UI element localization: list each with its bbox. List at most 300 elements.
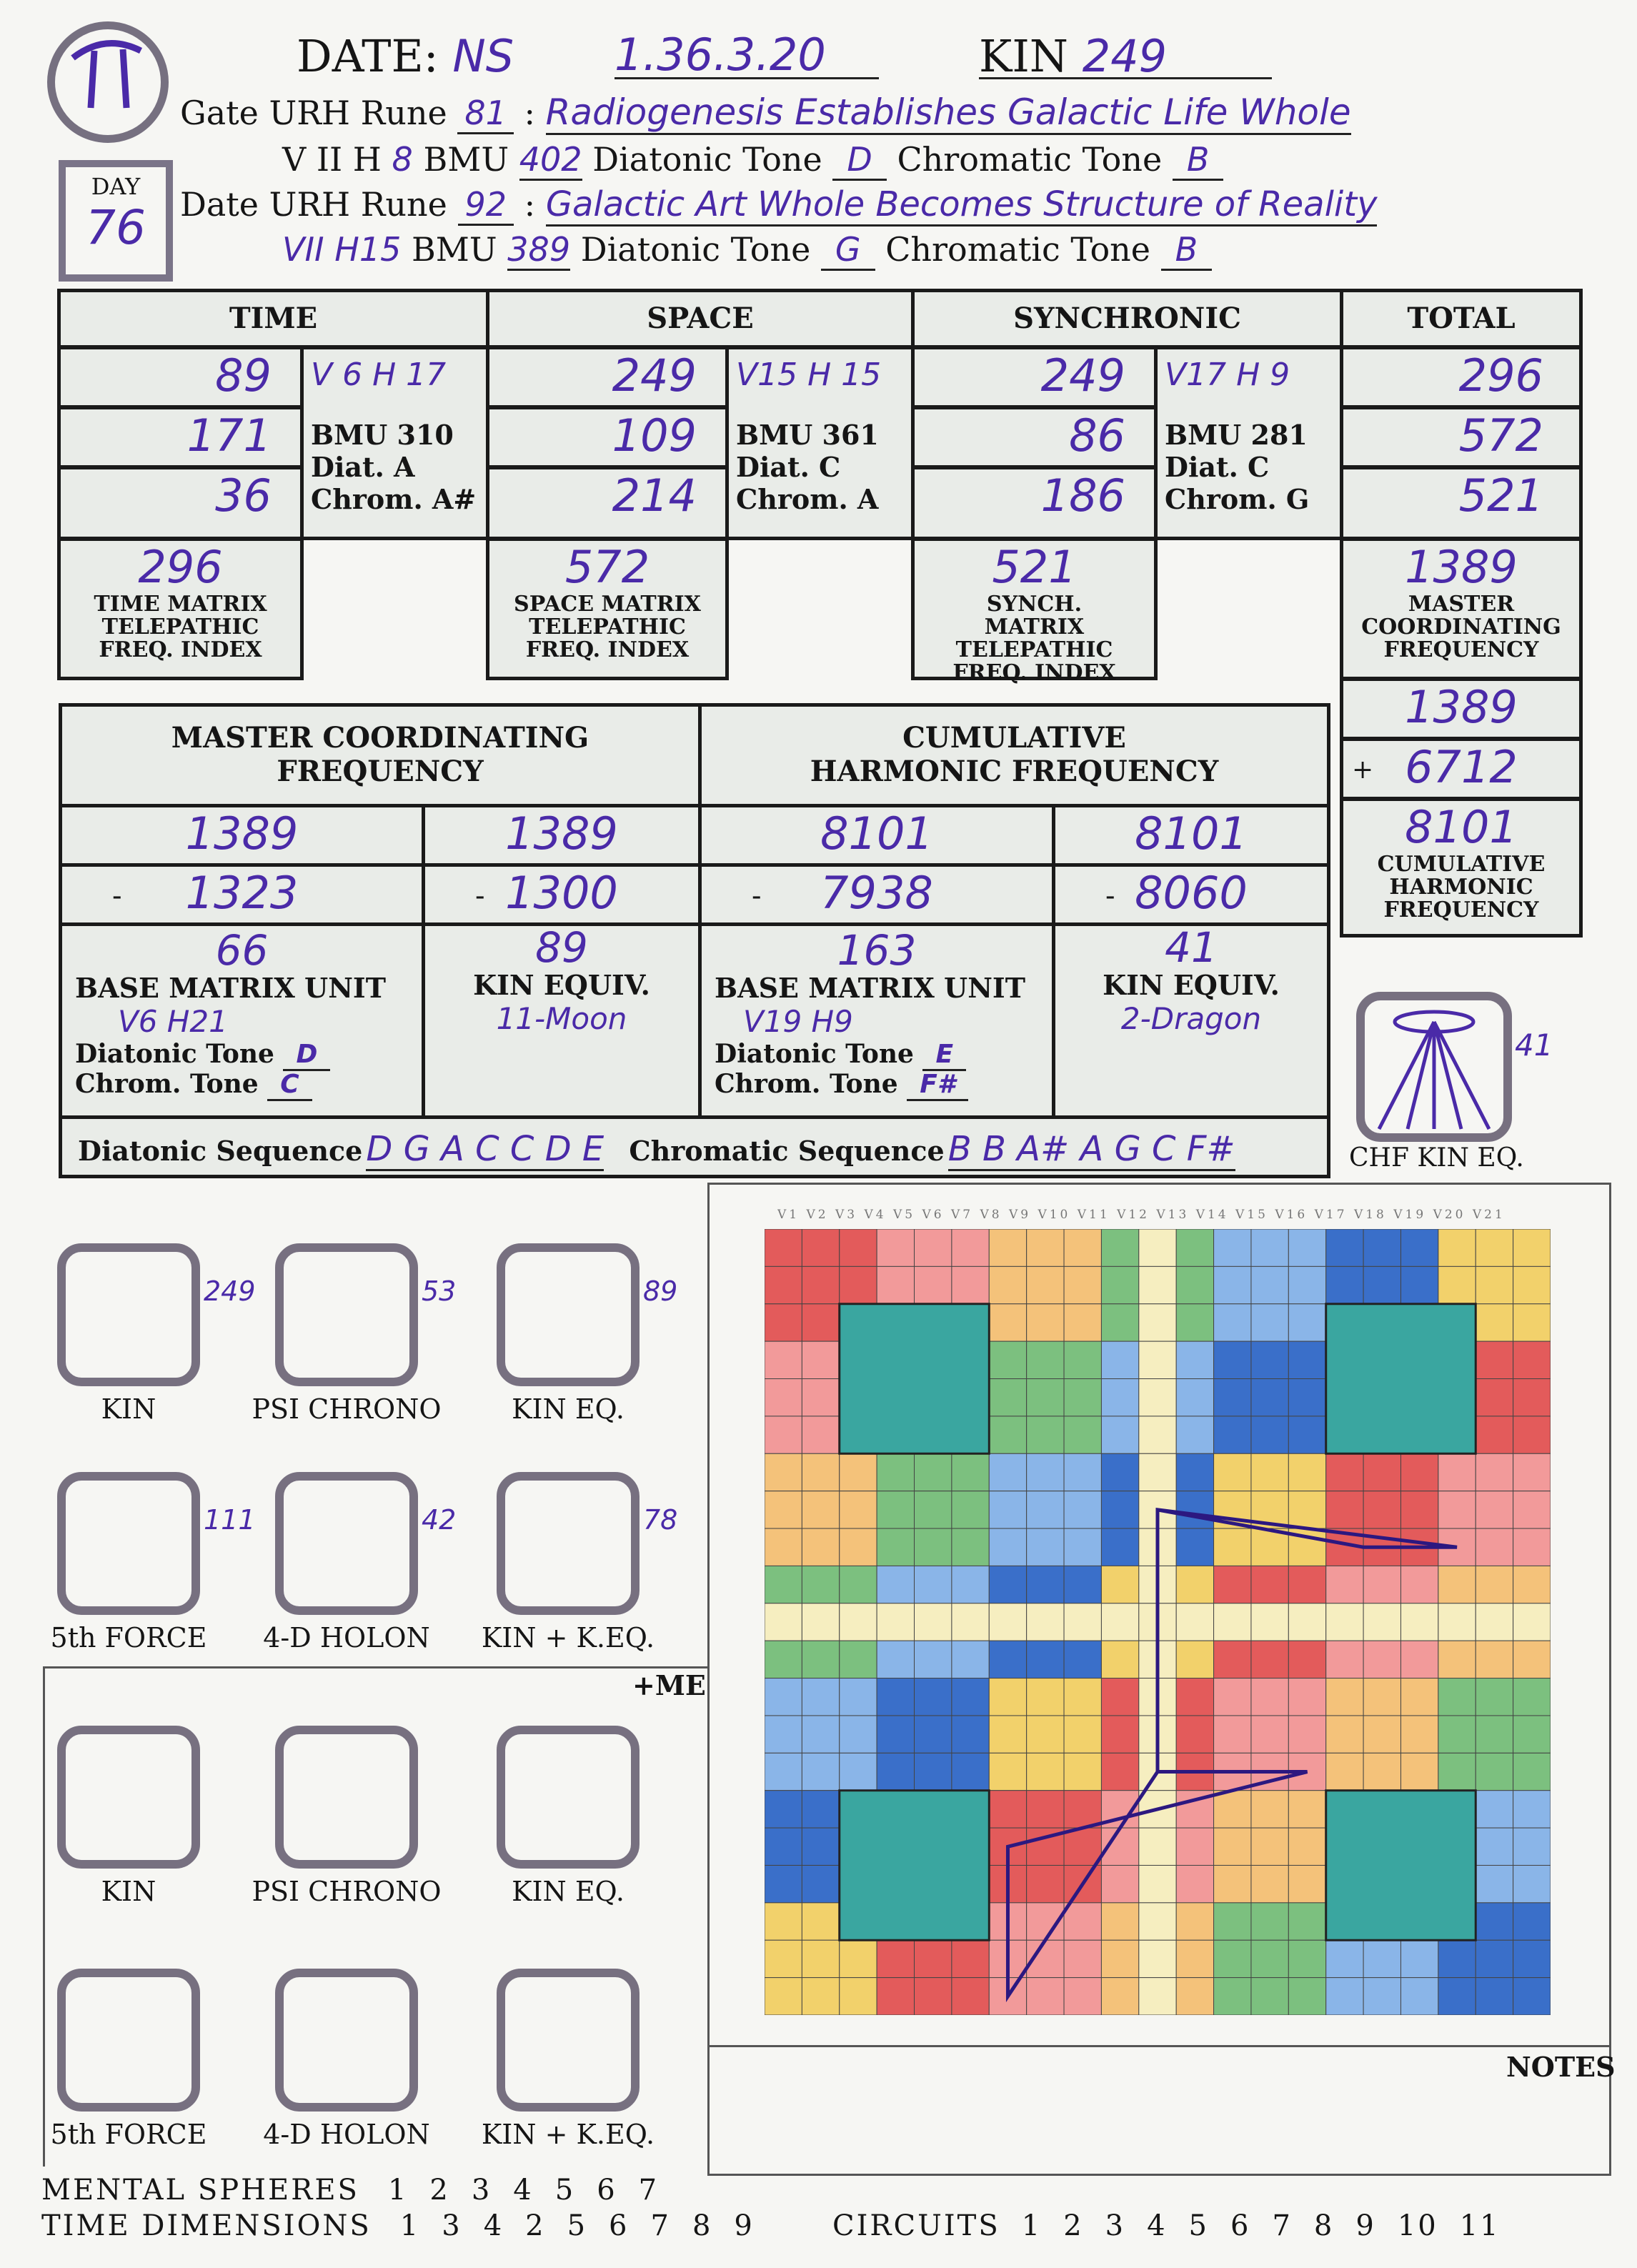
grid-cell [1288, 1491, 1325, 1528]
grid-cell [1513, 1641, 1551, 1678]
grid-cell [1176, 1491, 1213, 1528]
synch-v1: 249 [1040, 349, 1125, 402]
grid-cell [802, 1566, 839, 1603]
top-glyph-label-3: 5th FORCE [50, 1622, 207, 1653]
grid-cell [1513, 1341, 1551, 1378]
chf-bmu-vh: V19 H9 [743, 1004, 853, 1039]
grid-cell [1064, 1379, 1101, 1416]
grid-cell [1438, 1753, 1476, 1790]
top-glyph-box-1 [275, 1243, 418, 1386]
notes-label: NOTES [1506, 2051, 1616, 2083]
grid-cell [765, 1379, 802, 1416]
grid-cell [1101, 1978, 1138, 2015]
grid-cell [1513, 1416, 1551, 1453]
space-bmu: BMU 361 [736, 419, 879, 451]
chf-b1: 8101 [1135, 807, 1248, 860]
grid-cell [765, 1566, 802, 1603]
circuit-num-0: 1 [1021, 2209, 1043, 2242]
grid-cell [1064, 1341, 1101, 1378]
chf-bmu-label: BASE MATRIX UNIT [715, 972, 1025, 1004]
grid-cell [1064, 1491, 1101, 1528]
grid-cell [1101, 1716, 1138, 1753]
time-v2: 171 [186, 409, 272, 462]
grid-cell [1476, 1341, 1513, 1378]
grid-cell [1288, 1978, 1325, 2015]
grid-cell [952, 1491, 989, 1528]
grid-cell [1288, 1903, 1325, 1940]
grid-cell [1027, 1791, 1064, 1828]
grid-cell [1438, 1978, 1476, 2015]
grid-cell [1027, 1416, 1064, 1453]
day-box [59, 160, 173, 282]
grid-cell [989, 1229, 1026, 1266]
chf-diat: E [922, 1040, 966, 1071]
grid-cell [1176, 1603, 1213, 1641]
grid-cell [840, 1978, 877, 2015]
grid-cell [1513, 1753, 1551, 1790]
grid-cell [1139, 1903, 1176, 1940]
gate-bmu: 402 [519, 140, 582, 181]
grid-cell [802, 1416, 839, 1453]
grid-cell [765, 1528, 802, 1566]
grid-cell [1064, 1940, 1101, 1977]
total-mcf: 1389 [1405, 541, 1518, 593]
bottom-glyph-box-0 [57, 1726, 200, 1869]
grid-cell [1176, 1304, 1213, 1341]
grid-cell [1251, 1865, 1288, 1902]
mental-num-4: 5 [554, 2174, 576, 2207]
grid-cell [1101, 1491, 1138, 1528]
chf-kin-num: 41 [1515, 1028, 1553, 1063]
circuit-num-1: 2 [1063, 2209, 1084, 2242]
space-total-label: SPACE MATRIX TELEPATHIC FREQ. INDEX [514, 592, 701, 662]
grid-quadrant [840, 1304, 990, 1454]
grid-cell [802, 1528, 839, 1566]
grid-cell [802, 1379, 839, 1416]
grid-cell [765, 1753, 802, 1790]
grid-cell [802, 1304, 839, 1341]
grid-cell [1326, 1453, 1363, 1491]
mcf-b-res: 89 [535, 923, 588, 972]
grid-cell [1251, 1379, 1288, 1416]
grid-cell [989, 1453, 1026, 1491]
grid-cell [1139, 1865, 1176, 1902]
grid-cell [840, 1266, 877, 1303]
grid-cell [989, 1379, 1026, 1416]
grid-cell [1363, 1978, 1400, 2015]
time-bmu: BMU 310 [311, 419, 454, 451]
grid-cell [1027, 1528, 1064, 1566]
grid-cell [1139, 1828, 1176, 1865]
grid-cell [1438, 1940, 1476, 1977]
chf-kin-label: KIN EQUIV. [1103, 969, 1280, 1001]
total-v1: 296 [1458, 349, 1543, 402]
grid-cell [877, 1528, 914, 1566]
grid-cell [1176, 1903, 1213, 1940]
grid-cell [1363, 1753, 1400, 1790]
grid-cell [1027, 1978, 1064, 2015]
grid-cell [1326, 1753, 1363, 1790]
grid-cell [989, 1341, 1026, 1378]
grid-cell [915, 1453, 952, 1491]
grid-cell [1476, 1903, 1513, 1940]
grid-cell [1400, 1491, 1438, 1528]
chf-b2: 8060 [1135, 867, 1248, 919]
grid-cell [1476, 1528, 1513, 1566]
top-glyph-num-4: 42 [422, 1504, 457, 1536]
top-glyph-label-2: KIN EQ. [512, 1393, 625, 1425]
space-v1: 249 [612, 349, 697, 402]
grid-cell [765, 1791, 802, 1828]
grid-cell [1064, 1753, 1101, 1790]
mcf-b2: 1300 [505, 867, 618, 919]
grid-cell [1400, 1678, 1438, 1716]
mcf-a-res: 66 [215, 926, 269, 975]
top-glyph-label-4: 4-D HOLON [263, 1622, 430, 1653]
date-diatonic: G [821, 230, 875, 271]
bottom-glyph-label-5: KIN + K.EQ. [481, 2119, 655, 2150]
mcf-diat: D [283, 1040, 330, 1071]
bottom-glyph-label-3: 5th FORCE [50, 2119, 207, 2150]
top-glyph-box-4 [275, 1472, 418, 1615]
mental-num-6: 7 [638, 2174, 660, 2207]
chf-a1: 8101 [820, 807, 933, 860]
grid-cell [1251, 1416, 1288, 1453]
grid-cell [1326, 1716, 1363, 1753]
grid-cell [1363, 1940, 1400, 1977]
grid-cell [952, 1528, 989, 1566]
grid-cell [765, 1865, 802, 1902]
grid-cell [915, 1940, 952, 1977]
date-bmu-label: BMU [411, 230, 497, 269]
grid-cell [952, 1566, 989, 1603]
top-glyph-label-1: PSI CHRONO [252, 1393, 442, 1425]
grid-cell [1363, 1453, 1400, 1491]
grid-cell [1027, 1304, 1064, 1341]
grid-cell [1214, 1528, 1251, 1566]
synch-total-label: SYNCH. MATRIX TELEPATHIC FREQ. INDEX [952, 592, 1116, 685]
grid-cell [1288, 1566, 1325, 1603]
grid-cell [915, 1716, 952, 1753]
grid-cell [1513, 1678, 1551, 1716]
grid-cell [802, 1865, 839, 1902]
grid-cell [877, 1678, 914, 1716]
timedim-num-7: 8 [692, 2209, 713, 2242]
grid-cell [1513, 1716, 1551, 1753]
grid-cell [840, 1603, 877, 1641]
top-glyph-num-0: 249 [204, 1275, 256, 1307]
top-glyph-label-5: KIN + K.EQ. [481, 1622, 655, 1653]
grid-cell [1400, 1716, 1438, 1753]
total-mcf-label: MASTER COORDINATING FREQUENCY [1361, 592, 1561, 662]
grid-cell [952, 1229, 989, 1266]
grid-cell [1513, 1528, 1551, 1566]
grid-cell [765, 1903, 802, 1940]
grid-cell [1027, 1341, 1064, 1378]
grid-cell [915, 1491, 952, 1528]
grid-cell [1027, 1716, 1064, 1753]
time-total-label: TIME MATRIX TELEPATHIC FREQ. INDEX [94, 592, 267, 662]
grid-cell [1363, 1491, 1400, 1528]
grid-cell [1400, 1753, 1438, 1790]
grid-cell [1288, 1603, 1325, 1641]
grid-cell [1101, 1678, 1138, 1716]
grid-cell [989, 1791, 1026, 1828]
grid-cell [1326, 1566, 1363, 1603]
grid-cell [1476, 1229, 1513, 1266]
grid-cell [1400, 1229, 1438, 1266]
circuit-num-8: 9 [1355, 2209, 1376, 2242]
grid-cell [1288, 1266, 1325, 1303]
grid-cell [1064, 1791, 1101, 1828]
mcf-bmu-label: BASE MATRIX UNIT [75, 972, 386, 1004]
grid-cell [1214, 1266, 1251, 1303]
grid-cell [1363, 1229, 1400, 1266]
grid-cell [952, 1753, 989, 1790]
grid-cell [1214, 1865, 1251, 1902]
grid-cell [765, 1416, 802, 1453]
grid-cell [1214, 1341, 1251, 1378]
synch-v2: 86 [1069, 409, 1125, 462]
grid-cell [1101, 1266, 1138, 1303]
chf-kin-glyph [1356, 992, 1512, 1142]
grid-cell [1438, 1641, 1476, 1678]
grid-cell [1288, 1791, 1325, 1828]
mcf-kin-label: KIN EQUIV. [473, 969, 650, 1001]
grid-cell [1251, 1791, 1288, 1828]
grid-cell [840, 1528, 877, 1566]
grid-cell [1176, 1716, 1213, 1753]
grid-cell [802, 1940, 839, 1977]
total-chf-label: CUMULATIVE HARMONIC FREQUENCY [1377, 852, 1546, 922]
space-vh: V15 H 15 [736, 357, 882, 393]
me-label: +ME [632, 1669, 706, 1701]
chf-diat-label: Diatonic Tone [715, 1039, 914, 1069]
grid-cell [1476, 1753, 1513, 1790]
date-chromatic-label: Chromatic Tone [885, 230, 1150, 269]
chrom-seq-label: Chromatic Sequence [629, 1135, 945, 1167]
grid-cell [1139, 1304, 1176, 1341]
grid-cell [1513, 1566, 1551, 1603]
grid-cell [1027, 1379, 1064, 1416]
bottom-glyph-box-2 [497, 1726, 640, 1869]
grid-quadrant [840, 1791, 990, 1941]
gate-label: Gate URH Rune [180, 94, 447, 132]
synch-bmu: BMU 281 [1165, 419, 1308, 451]
grid-cell [1214, 1304, 1251, 1341]
grid-cell [1064, 1678, 1101, 1716]
grid-cell [1288, 1940, 1325, 1977]
grid-cell [1214, 1453, 1251, 1491]
grid-cell [1027, 1566, 1064, 1603]
timedim-num-3: 2 [525, 2209, 546, 2242]
gate-v: 8 [392, 140, 413, 179]
time-v3: 36 [215, 469, 272, 522]
grid-cell [989, 1716, 1026, 1753]
grid-cell [1400, 1940, 1438, 1977]
grid-cell [1176, 1566, 1213, 1603]
grid-cell [1288, 1304, 1325, 1341]
total-plus: + [1352, 755, 1374, 785]
space-total: 572 [564, 541, 650, 593]
top-glyph-box-2 [497, 1243, 640, 1386]
grid-cell [840, 1453, 877, 1491]
grid-cell [1176, 1229, 1213, 1266]
date-rune-label: Date URH Rune [180, 185, 447, 224]
grid-cell [1176, 1641, 1213, 1678]
grid-cell [765, 1828, 802, 1865]
grid-cell [1438, 1716, 1476, 1753]
grid-cell [1476, 1678, 1513, 1716]
grid-cell [1214, 1791, 1251, 1828]
circuit-num-6: 7 [1272, 2209, 1293, 2242]
grid-cell [1363, 1566, 1400, 1603]
bottom-glyph-label-2: KIN EQ. [512, 1876, 625, 1907]
grid-cell [1513, 1229, 1551, 1266]
grid-cell [1101, 1903, 1138, 1940]
synch-header: SYNCHRONIC [911, 289, 1343, 349]
grid-cell [1027, 1865, 1064, 1902]
grid-cell [1288, 1379, 1325, 1416]
grid-cell [1326, 1678, 1363, 1716]
grid-cell [1400, 1266, 1438, 1303]
grid-cell [1438, 1453, 1476, 1491]
grid-cell [765, 1940, 802, 1977]
grid-cell [802, 1903, 839, 1940]
synch-vh: V17 H 9 [1165, 357, 1290, 393]
grid-cell [1139, 1940, 1176, 1977]
grid-cell [1513, 1903, 1551, 1940]
grid-cell [1139, 1416, 1176, 1453]
kin-value: 249 [1082, 30, 1168, 82]
grid-cell [1064, 1229, 1101, 1266]
mental-num-1: 2 [429, 2174, 450, 2207]
grid-cell [802, 1978, 839, 2015]
grid-cell [1101, 1566, 1138, 1603]
space-v3: 214 [612, 469, 697, 522]
top-glyph-num-1: 53 [422, 1275, 457, 1307]
grid-cell [1400, 1603, 1438, 1641]
grid-cell [802, 1229, 839, 1266]
grid-cell [1214, 1566, 1251, 1603]
chf-a-res: 163 [837, 926, 917, 975]
chf-chrom: F# [907, 1070, 968, 1101]
grid-cell [1251, 1903, 1288, 1940]
top-glyph-num-3: 111 [204, 1504, 256, 1536]
date-value: 1.36.3.20 [615, 29, 826, 81]
grid-cell [802, 1491, 839, 1528]
grid-cell [877, 1641, 914, 1678]
bottom-glyph-label-4: 4-D HOLON [263, 2119, 430, 2150]
grid-cell [1214, 1828, 1251, 1865]
total-v3: 521 [1458, 469, 1543, 522]
grid-cell [877, 1940, 914, 1977]
grid-cell [989, 1603, 1026, 1641]
grid-cell [1176, 1865, 1213, 1902]
grid-cell [877, 1566, 914, 1603]
grid-cell [915, 1266, 952, 1303]
bottom-glyph-label-0: KIN [101, 1876, 156, 1907]
timedim-num-1: 3 [442, 2209, 462, 2242]
space-diat: Diat. C [736, 451, 841, 483]
grid-cell [989, 1266, 1026, 1303]
grid-cell [802, 1828, 839, 1865]
grid-cell [1214, 1678, 1251, 1716]
mental-num-2: 3 [471, 2174, 492, 2207]
grid-cell [1288, 1641, 1325, 1678]
mcf-diat-label: Diatonic Tone [75, 1039, 274, 1069]
grid-cell [1438, 1603, 1476, 1641]
grid-cell [1400, 1641, 1438, 1678]
grid-cell [1288, 1229, 1325, 1266]
total-header: TOTAL [1340, 289, 1583, 349]
date-vh: VII H15 [282, 230, 402, 269]
grid-cell [1476, 1566, 1513, 1603]
time-header: TIME [57, 289, 489, 349]
grid-cell [1326, 1940, 1363, 1977]
grid-cell [1251, 1716, 1288, 1753]
chf-chrom-label: Chrom. Tone [715, 1069, 898, 1099]
grid-cell [1476, 1978, 1513, 2015]
grid-quadrant [1326, 1791, 1476, 1941]
grid-cell [1176, 1678, 1213, 1716]
grid-cell [1139, 1379, 1176, 1416]
mcf-a2: 1323 [185, 867, 299, 919]
grid-cell [1438, 1229, 1476, 1266]
gate-diatonic: D [832, 140, 886, 181]
grid-cell [1476, 1491, 1513, 1528]
grid-cell [915, 1229, 952, 1266]
grid-cell [1513, 1266, 1551, 1303]
circuit-num-10: 11 [1459, 2209, 1501, 2242]
grid-cell [765, 1341, 802, 1378]
grid-cell [915, 1678, 952, 1716]
grid-cell [840, 1229, 877, 1266]
grid-cell [1101, 1641, 1138, 1678]
diat-seq-label: Diatonic Sequence [78, 1135, 363, 1167]
grid-cell [1139, 1266, 1176, 1303]
grid-cell [1251, 1641, 1288, 1678]
grid-cell [1176, 1528, 1213, 1566]
grid-cell [1176, 1940, 1213, 1977]
grid-cell [802, 1753, 839, 1790]
grid-cell [1064, 1566, 1101, 1603]
timedim-num-6: 7 [650, 2209, 671, 2242]
grid-cell [1214, 1379, 1251, 1416]
kin-label: KIN [979, 30, 1069, 82]
grid-cell [1476, 1791, 1513, 1828]
grid-cell [1288, 1416, 1325, 1453]
space-v2: 109 [612, 409, 697, 462]
total-sum2: 6712 [1405, 741, 1518, 793]
grid-cell [1476, 1641, 1513, 1678]
date-diatonic-label: Diatonic Tone [580, 230, 811, 269]
grid-cell [1064, 1304, 1101, 1341]
grid-cell [1288, 1341, 1325, 1378]
grid-cell [1326, 1266, 1363, 1303]
grid-cell [1513, 1304, 1551, 1341]
gate-v-label: V II H [282, 140, 382, 179]
grid-cell [1101, 1304, 1138, 1341]
grid-cell [1513, 1865, 1551, 1902]
grid-cell [877, 1978, 914, 2015]
grid-cell [1027, 1266, 1064, 1303]
chf-b-res: 41 [1165, 923, 1218, 972]
grid-cell [952, 1641, 989, 1678]
date-rune: 92 [458, 185, 514, 226]
date-bmu: 389 [507, 230, 570, 271]
grid-cell [765, 1266, 802, 1303]
